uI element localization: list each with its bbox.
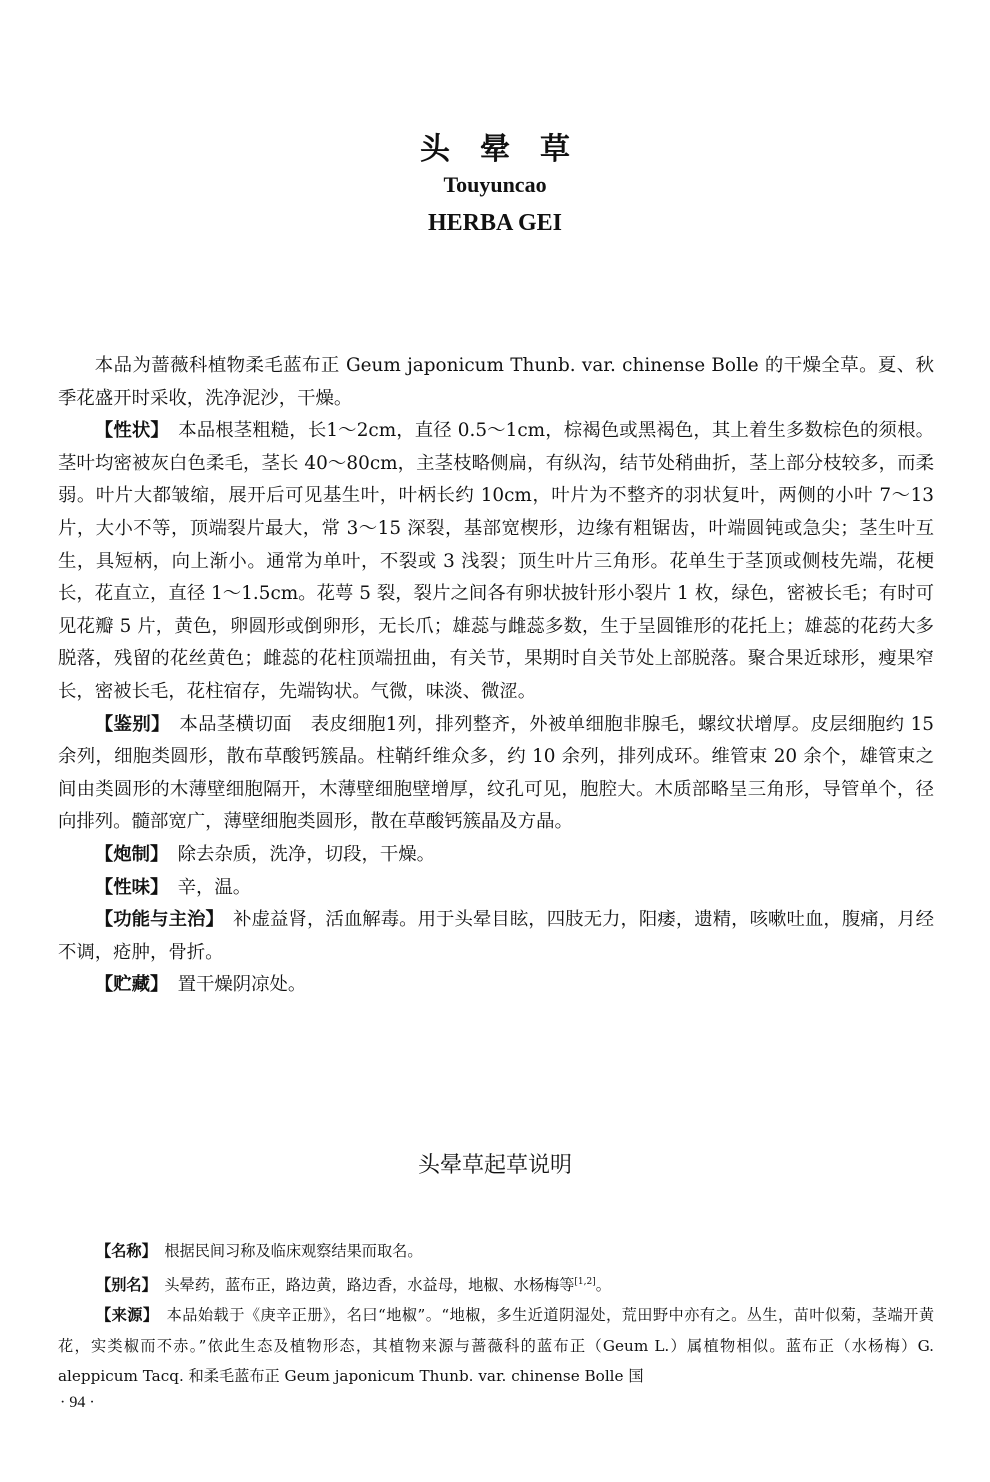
section-aliases xyxy=(58,1267,934,1301)
section-property-flavor xyxy=(58,872,934,905)
section-tag: 【鉴别】 xyxy=(94,713,161,735)
title-pinyin: Touyuncao xyxy=(443,172,547,197)
page-number: · 94 · xyxy=(60,1394,95,1411)
title-latin: HERBA GEI xyxy=(427,210,563,236)
section-tag: 【炮制】 xyxy=(94,843,160,865)
intro-paragraph: 本品为蔷薇科植物柔毛蓝布正 Geum japonicum Thunb. var. chinense Bolle 的干燥全草。夏、秋季花盛开时采收，洗净泥沙，干燥。 xyxy=(58,355,934,409)
section-tag: 【性状】 xyxy=(94,420,160,442)
section-functions-indications xyxy=(58,904,934,969)
section-text: 辛，温。 xyxy=(177,876,252,898)
section-text: 本品始载于《庚辛正册》，名曰“地椒”。“地椒，多生近道阴湿处，荒田野中亦有之。丛生，苗叶似菊，茎端开黄花，实类椒而不赤。”依此生态及植物形态，其植物来源与蔷薇科的蓝布正（Geum L.）属植物相似。蓝布正（水杨梅）G. aleppicum Tacq. 和柔毛蓝布正 Geum japonicum Thunb. var. chinense Bolle 国 xyxy=(58,1306,935,1386)
section-text: 除去杂质，洗净，切段，干燥。 xyxy=(177,843,436,865)
section-identification xyxy=(58,709,934,839)
section-text: 补虚益肾，活血解毒。用于头晕目眩，四肢无力，阳痿，遗精，咳嗽吐血，腹痛，月经不调，疮肿，骨折。 xyxy=(58,909,934,963)
section-text: 置干燥阴凉处。 xyxy=(177,974,307,996)
title-chinese: 头晕草 xyxy=(420,132,600,167)
section-tag: 【别名】 xyxy=(96,1275,150,1294)
section-storage xyxy=(58,969,934,1002)
section-text: 本品茎横切面 表皮细胞1列，排列整齐，外被单细胞非腺毛，螺纹状增厚。皮层细胞约 15 余列，细胞类圆形，散布草酸钙簇晶。柱鞘纤维众多，约 10 余列，排列成环。维管束 20 余个，雄管束之间由类圆形的木薄壁细胞隔开，木薄壁细胞壁增厚，纹孔可见，胞腔大。木质部略呈三角形，导管单个，径向排列。髓部宽广，薄壁细胞类圆形，散在草酸钙簇晶及方晶。 xyxy=(58,713,934,833)
section-name xyxy=(58,1236,934,1267)
section-processing xyxy=(58,839,934,872)
section-tag: 【性味】 xyxy=(94,876,160,898)
section-text: 本品根茎粗糙，长1～2cm，直径 0.5～1cm，棕褐色或黑褐色，其上着生多数棕色的须根。茎叶均密被灰白色柔毛，茎长 40～80cm，主茎枝略侧扁，有纵沟，结节处稍曲折，茎上部分枝较多，而柔弱。叶片大都皱缩，展开后可见基生叶，叶柄长约 10cm，叶片为不整齐的羽状复叶，两侧的小叶 7～13 片，大小不等，顶端裂片最大，常 3～15 深裂，基部宽楔形，边缘有粗锯齿，叶端圆钝或急尖；茎生叶互生，具短柄，向上渐小。通常为单叶，不裂或 3 浅裂；顶生叶片三角形。花单生于茎顶或侧枝先端，花梗长，花直立，直径 1～1.5cm。花萼 5 裂，裂片之间各有卵状披针形小裂片 1 枚，绿色，密被长毛；有时可见花瓣 5 片，黄色，卵圆形或倒卵形，无长爪；雄蕊与雌蕊多数，生于呈圆锥形的花托上；雄蕊的花药大多脱落，残留的花丝黄色；雌蕊的花柱顶端扭曲，有关节，果期时自关节处上部脱落。聚合果近球形，瘦果窄长，密被长毛，花柱宿存，先端钩状。气微，味淡、微涩。 xyxy=(58,420,934,702)
section-description xyxy=(58,415,934,708)
section-text: 头晕药，蓝布正，路边黄，路边香，水益母，地椒、水杨梅等 xyxy=(164,1275,575,1294)
reference-mark: [1,2] xyxy=(574,1276,596,1287)
section-end: 。 xyxy=(595,1275,611,1294)
section-tag: 【功能与主治】 xyxy=(94,909,215,931)
section-source xyxy=(58,1300,934,1392)
explanation-body xyxy=(58,1236,934,1392)
section-text: 根据民间习称及临床观察结果而取名。 xyxy=(164,1242,423,1260)
section-tag: 【名称】 xyxy=(96,1242,150,1260)
monograph-body xyxy=(58,350,934,1002)
section-tag: 【来源】 xyxy=(96,1306,151,1325)
explanation-title: 头晕草起草说明 xyxy=(417,1153,572,1178)
section-tag: 【贮藏】 xyxy=(94,974,160,996)
